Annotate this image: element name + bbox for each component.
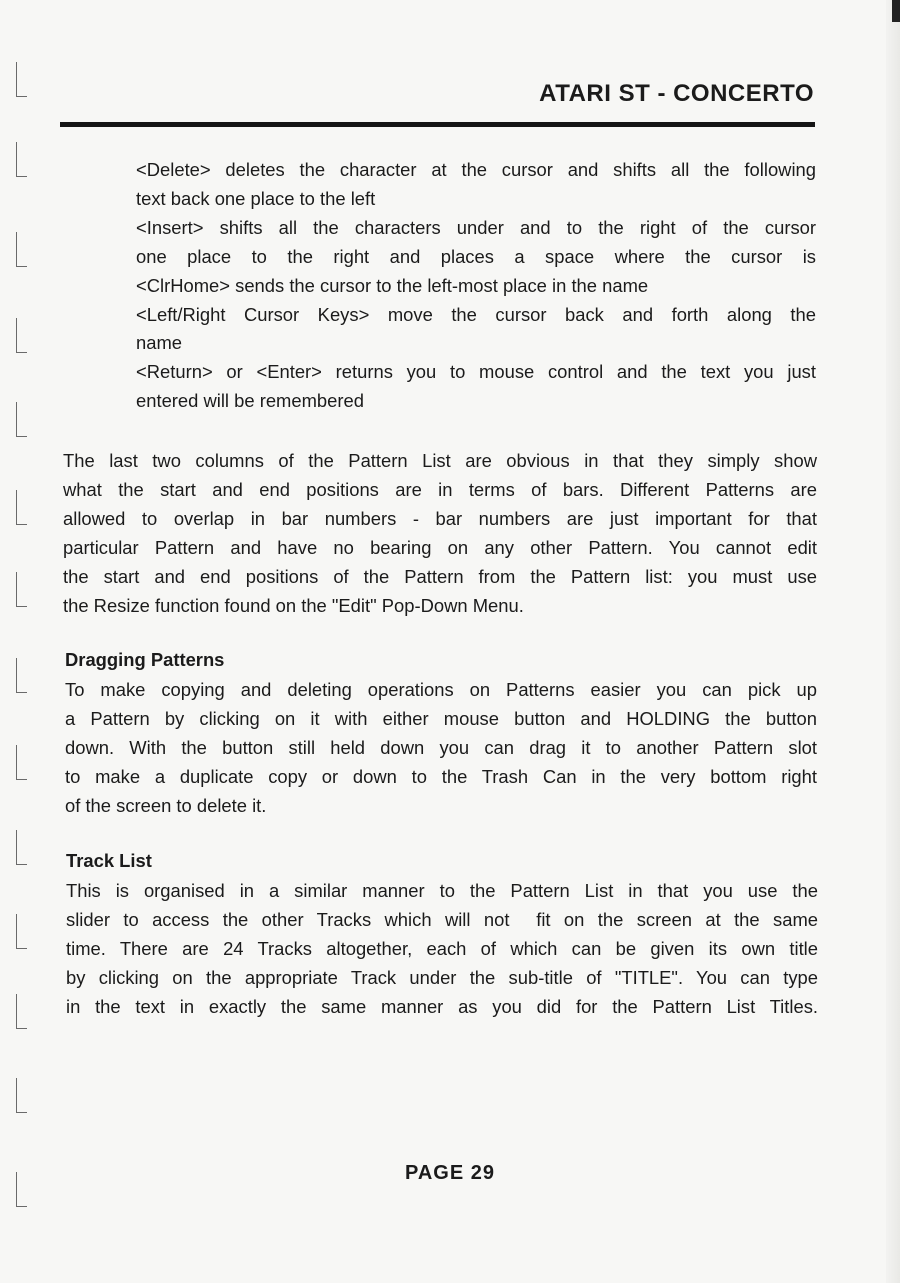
key-list-line: <ClrHome> sends the cursor to the left-most place in the name	[136, 274, 649, 296]
paragraph-line: This is organised in a similar manner to the Pattern List in that you use the	[66, 880, 818, 901]
paragraph-line: To make copying and deleting operations on Patterns easier you can pick up	[65, 679, 817, 700]
section-heading-track-list: Track List	[66, 850, 152, 871]
corner-mark	[892, 0, 900, 22]
key-list-line: name	[136, 332, 183, 354]
paragraph-line: by clicking on the appropriate Track under the sub-title of "TITLE". You can type	[66, 966, 818, 988]
key-list-line: entered will be remembered	[136, 390, 364, 412]
section-heading-dragging-patterns: Dragging Patterns	[65, 649, 225, 670]
header-rule	[60, 122, 815, 127]
binding-mark	[16, 914, 27, 949]
paragraph-line: particular Pattern and have no bearing on any other Pattern. You cannot edit	[63, 536, 817, 558]
paragraph-line: in the text in exactly the same manner as you did for the Pattern List Titles.	[66, 995, 818, 1017]
binding-mark	[16, 745, 27, 780]
binding-mark	[16, 142, 27, 177]
paragraph-line: a Pattern by clicking on it with either mouse button and HOLDING the button	[65, 707, 817, 729]
paragraph-track-list	[66, 877, 818, 1022]
paragraph-line: to make a duplicate copy or down to the Trash Can in the very bottom right	[65, 765, 817, 787]
paragraph-line: The last two columns of the Pattern List are obvious in that they simply show	[63, 450, 817, 471]
binding-mark	[16, 1078, 27, 1113]
page-header-title: ATARI ST - CONCERTO	[539, 80, 814, 107]
paragraph-line: of the screen to delete it.	[65, 794, 267, 816]
binding-mark	[16, 490, 27, 525]
paragraph-dragging-patterns	[65, 676, 817, 821]
paragraph-line: allowed to overlap in bar numbers - bar numbers are just important for that	[63, 507, 817, 529]
binding-mark	[16, 994, 27, 1029]
binding-mark	[16, 658, 27, 693]
binding-mark	[16, 572, 27, 607]
key-list-line: <Return> or <Enter> returns you to mouse control and the text you just	[136, 361, 816, 383]
paragraph-line: what the start and end positions are in terms of bars. Different Patterns are	[63, 478, 817, 500]
paragraph-line: slider to access the other Tracks which will not fit on the screen at the same	[66, 908, 818, 930]
key-list-line: <Left/Right Cursor Keys> move the cursor back and forth along the	[136, 303, 816, 325]
page-edge	[886, 0, 900, 1283]
binding-mark	[16, 402, 27, 437]
key-list-line: text back one place to the left	[136, 187, 376, 209]
key-list-line: <Delete> deletes the character at the cursor and shifts all the following	[136, 159, 816, 180]
binding-mark	[16, 62, 27, 97]
key-list	[136, 156, 816, 416]
paragraph-line: the Resize function found on the "Edit" Pop-Down Menu.	[63, 594, 524, 616]
binding-mark	[16, 232, 27, 267]
binding-mark	[16, 830, 27, 865]
paragraph-line: the start and end positions of the Pattern from the Pattern list: you must use	[63, 565, 817, 587]
paragraph-line: down. With the button still held down you can drag it to another Pattern slot	[65, 736, 817, 758]
key-list-line: <Insert> shifts all the characters under and to the right of the cursor	[136, 216, 816, 238]
page-number: PAGE 29	[405, 1162, 495, 1184]
paragraph-line: time. There are 24 Tracks altogether, each of which can be given its own title	[66, 937, 818, 959]
paragraph-pattern-list-columns	[63, 447, 817, 620]
binding-mark	[16, 318, 27, 353]
key-list-line: one place to the right and places a space where the cursor is	[136, 245, 816, 267]
